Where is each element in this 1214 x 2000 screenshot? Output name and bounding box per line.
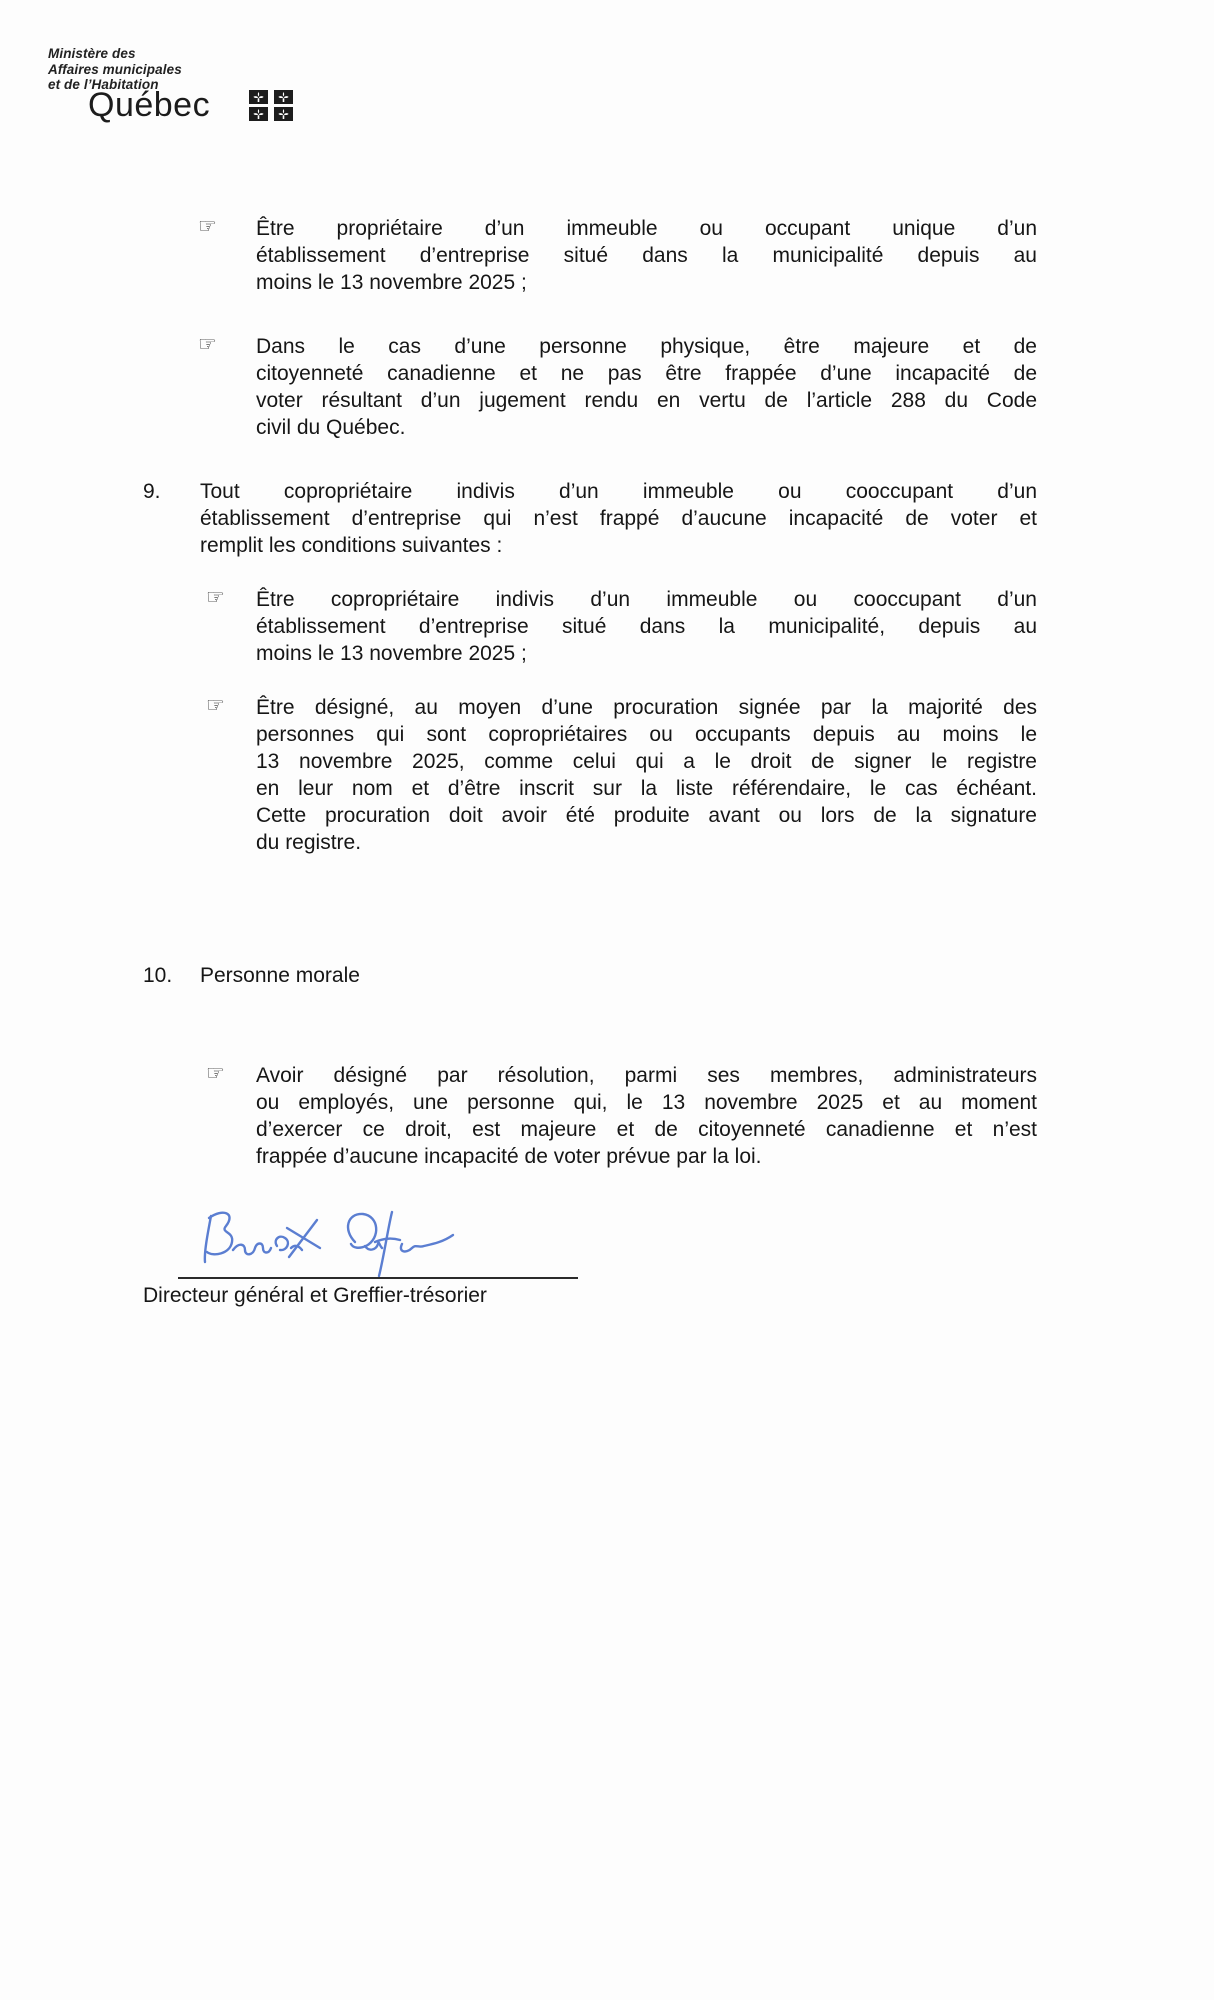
paragraph-line: Être désigné, au moyen d’une procuration signée par la majorité des (256, 696, 1037, 719)
paragraph-line: moins le 13 novembre 2025 ; (256, 271, 527, 294)
pointing-hand-icon: ☞ (206, 1061, 225, 1085)
paragraph-line: établissement d’entreprise qui n’est frappé d’aucune incapacité de voter et (200, 507, 1037, 530)
fleur-de-lis-icon (249, 90, 268, 104)
paragraph-line: établissement d’entreprise situé dans la municipalité, depuis au (256, 615, 1037, 638)
quebec-government-logo (48, 46, 211, 124)
paragraph-line: Tout copropriétaire indivis d’un immeuble ou cooccupant d’un (200, 480, 1037, 503)
paragraph (256, 694, 1037, 856)
paragraph (256, 1062, 1037, 1170)
ministry-line-1: Ministère des (48, 46, 136, 61)
pointing-hand-icon: ☞ (198, 214, 217, 238)
paragraph-line: Cette procuration doit avoir été produite avant ou lors de la signature (256, 804, 1037, 827)
item-10-title: Personne morale (200, 964, 360, 987)
paragraph-line: du registre. (256, 831, 362, 854)
pointing-hand-icon: ☞ (198, 332, 217, 356)
pointing-hand-icon: ☞ (206, 693, 225, 717)
paragraph (256, 586, 1037, 667)
paragraph-line: frappée d’aucune incapacité de voter prévue par la loi. (256, 1145, 762, 1168)
condition-bullet-proxy (143, 694, 1037, 856)
paragraph-line: Avoir désigné par résolution, parmi ses membres, administrateurs (256, 1064, 1037, 1087)
signature-block (143, 1204, 1037, 1464)
paragraph (256, 215, 1037, 296)
paragraph-line: 13 novembre 2025, comme celui qui a le droit de signer le registre (256, 750, 1037, 773)
pointing-hand-icon: ☞ (206, 585, 225, 609)
condition-bullet-physical-person (143, 333, 1037, 441)
item-number: 10. (143, 964, 173, 987)
ministry-line-3: et de l’Habitation (48, 77, 159, 92)
signature-line (178, 1277, 578, 1279)
document-body (143, 215, 1037, 1464)
paragraph (200, 478, 1037, 559)
paragraph (200, 962, 1037, 989)
paragraph-line: moins le 13 novembre 2025 ; (256, 642, 527, 665)
paragraph-line: Être propriétaire d’un immeuble ou occupant unique d’un (256, 217, 1037, 240)
paragraph-line: personnes qui sont copropriétaires ou occupants depuis au moins le (256, 723, 1037, 746)
signatory-role: Directeur général et Greffier-trésorier (143, 1284, 487, 1307)
condition-bullet-legal-person (143, 1062, 1037, 1170)
paragraph-line: citoyenneté canadienne et ne pas être frappée d’une incapacité de (256, 362, 1037, 385)
list-item-9 (143, 478, 1037, 559)
paragraph-line: d’exercer ce droit, est majeure et de citoyenneté canadienne et n’est (256, 1118, 1037, 1141)
paragraph-line: civil du Québec. (256, 416, 406, 439)
paragraph-line: voter résultant d’un jugement rendu en vertu de l’article 288 du Code (256, 389, 1037, 412)
paragraph (256, 333, 1037, 441)
condition-bullet-owner (143, 215, 1037, 296)
fleur-de-lis-icon (274, 90, 293, 104)
signature-handwriting (195, 1204, 465, 1280)
condition-bullet-co-owner (143, 586, 1037, 667)
paragraph-line: Être copropriétaire indivis d’un immeuble ou cooccupant d’un (256, 588, 1037, 611)
paragraph-line: Dans le cas d’une personne physique, être majeure et de (256, 335, 1037, 358)
paragraph-line: en leur nom et d’être inscrit sur la liste référendaire, le cas échéant. (256, 777, 1037, 800)
quebec-flag-icon (249, 90, 293, 121)
quebec-wordmark: Québec (88, 86, 211, 124)
paragraph-line: établissement d’entreprise situé dans la municipalité depuis au (256, 244, 1037, 267)
fleur-de-lis-icon (249, 107, 268, 121)
item-number: 9. (143, 480, 161, 503)
list-item-10 (143, 962, 1037, 989)
ministry-line-2: Affaires municipales (48, 61, 182, 77)
fleur-de-lis-icon (274, 107, 293, 121)
paragraph-line: remplit les conditions suivantes : (200, 534, 503, 557)
paragraph-line: ou employés, une personne qui, le 13 novembre 2025 et au moment (256, 1091, 1037, 1114)
